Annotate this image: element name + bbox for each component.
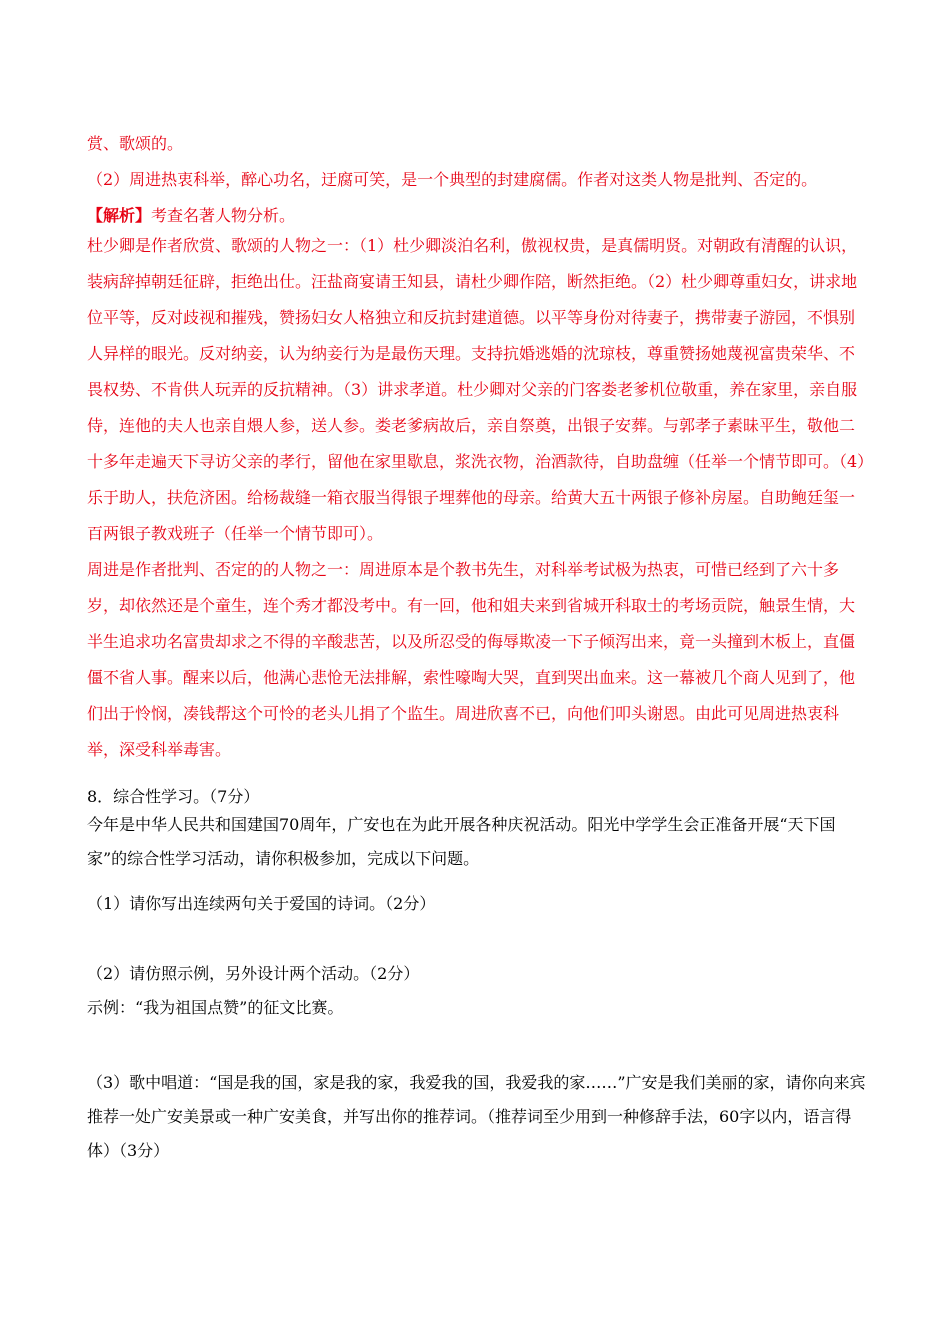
question-8-sub-3: （3）歌中唱道：“国是我的国，家是我的家，我爱我的国，我爱我的家……”广安是我们美丽的家，请你向来宾推荐一处广安美景或一种广安美食，并写出你的推荐词。（推荐词至少用到一种修辞手法，60字以内，语言得体）（3分） [87, 1073, 866, 1160]
question-8-title: 8．综合性学习。（7分） [87, 787, 260, 806]
question-8-sub-2-example: 示例：“我为祖国点赞”的征文比赛。 [87, 998, 344, 1017]
question-8-sub-1: （1）请你写出连续两句关于爱国的诗词。（2分） [87, 894, 436, 913]
answer-line-2: （2）周进热衷科举，醉心功名，迂腐可笑，是一个典型的封建腐儒。作者对这类人物是批判、否定的。 [87, 170, 818, 189]
analysis-label: 【解析】 [87, 206, 152, 225]
question-8-intro: 今年是中华人民共和国建国70周年，广安也在为此开展各种庆祝活动。阳光中学学生会正准备开展“天下国家”的综合性学习活动，请你积极参加，完成以下问题。 [87, 815, 836, 868]
question-8-sub-2: （2）请仿照示例，另外设计两个活动。（2分） [87, 964, 420, 983]
analysis-text: 考查名著人物分析。 [151, 206, 296, 225]
zhou-jin-paragraph: 周进是作者批判、否定的的人物之一：周进原本是个教书先生，对科举考试极为热衷，可惜已经到了六十多岁，却依然还是个童生，连个秀才都没考中。有一回，他和姐夫来到省城开科取士的考场贡院，触景生情，大半生追求功名富贵却求之不得的辛酸悲苦，以及所忍受的侮辱欺凌一下子倾泻出来，竟一头撞到木板上，直僵僵不省人事。醒来以后，他满心悲怆无法排解，索性嚎啕大哭，直到哭出血来。这一幕被几个商人见到了，他们出于怜悯，凑钱帮这个可怜的老头儿捐了个监生。周进欣喜不已，向他们叩头谢恩。由此可见周进热衷科举，深受科举毒害。 [87, 560, 856, 759]
analysis-line [87, 204, 877, 228]
answer-line-1: 赏、歌颂的。 [87, 134, 184, 153]
du-shaoqing-paragraph: 杜少卿是作者欣赏、歌颂的人物之一：（1）杜少卿淡泊名利，傲视权贵，是真儒明贤。对朝政有清醒的认识，装病辞掉朝廷征辟，拒绝出仕。汪盐商宴请王知县，请杜少卿作陪，断然拒绝。（2）杜少卿尊重妇女，讲求地位平等，反对歧视和摧残，赞扬妇女人格独立和反抗封建道德。以平等身份对待妻子，携带妻子游园，不惧别人异样的眼光。反对纳妾，认为纳妾行为是最伤天理。支持抗婚逃婚的沈琼枝，尊重赞扬她蔑视富贵荣华、不畏权势、不肯供人玩弄的反抗精神。（3）讲求孝道。杜少卿对父亲的门客娄老爹机位敬重，养在家里，亲自服侍，连他的夫人也亲自煨人参，送人参。娄老爹病故后，亲自祭奠，出银子安葬。与郭孝子素昧平生，敬他二十多年走遍天下寻访父亲的孝行，留他在家里歇息，浆洗衣物，治酒款待，自助盘缠（任举一个情节即可。（4）乐于助人，扶危济困。给杨裁缝一箱衣服当得银子埋葬他的母亲。给黄大五十两银子修补房屋。自助鲍廷玺一百两银子教戏班子（任举一个情节即可）。 [87, 236, 866, 543]
